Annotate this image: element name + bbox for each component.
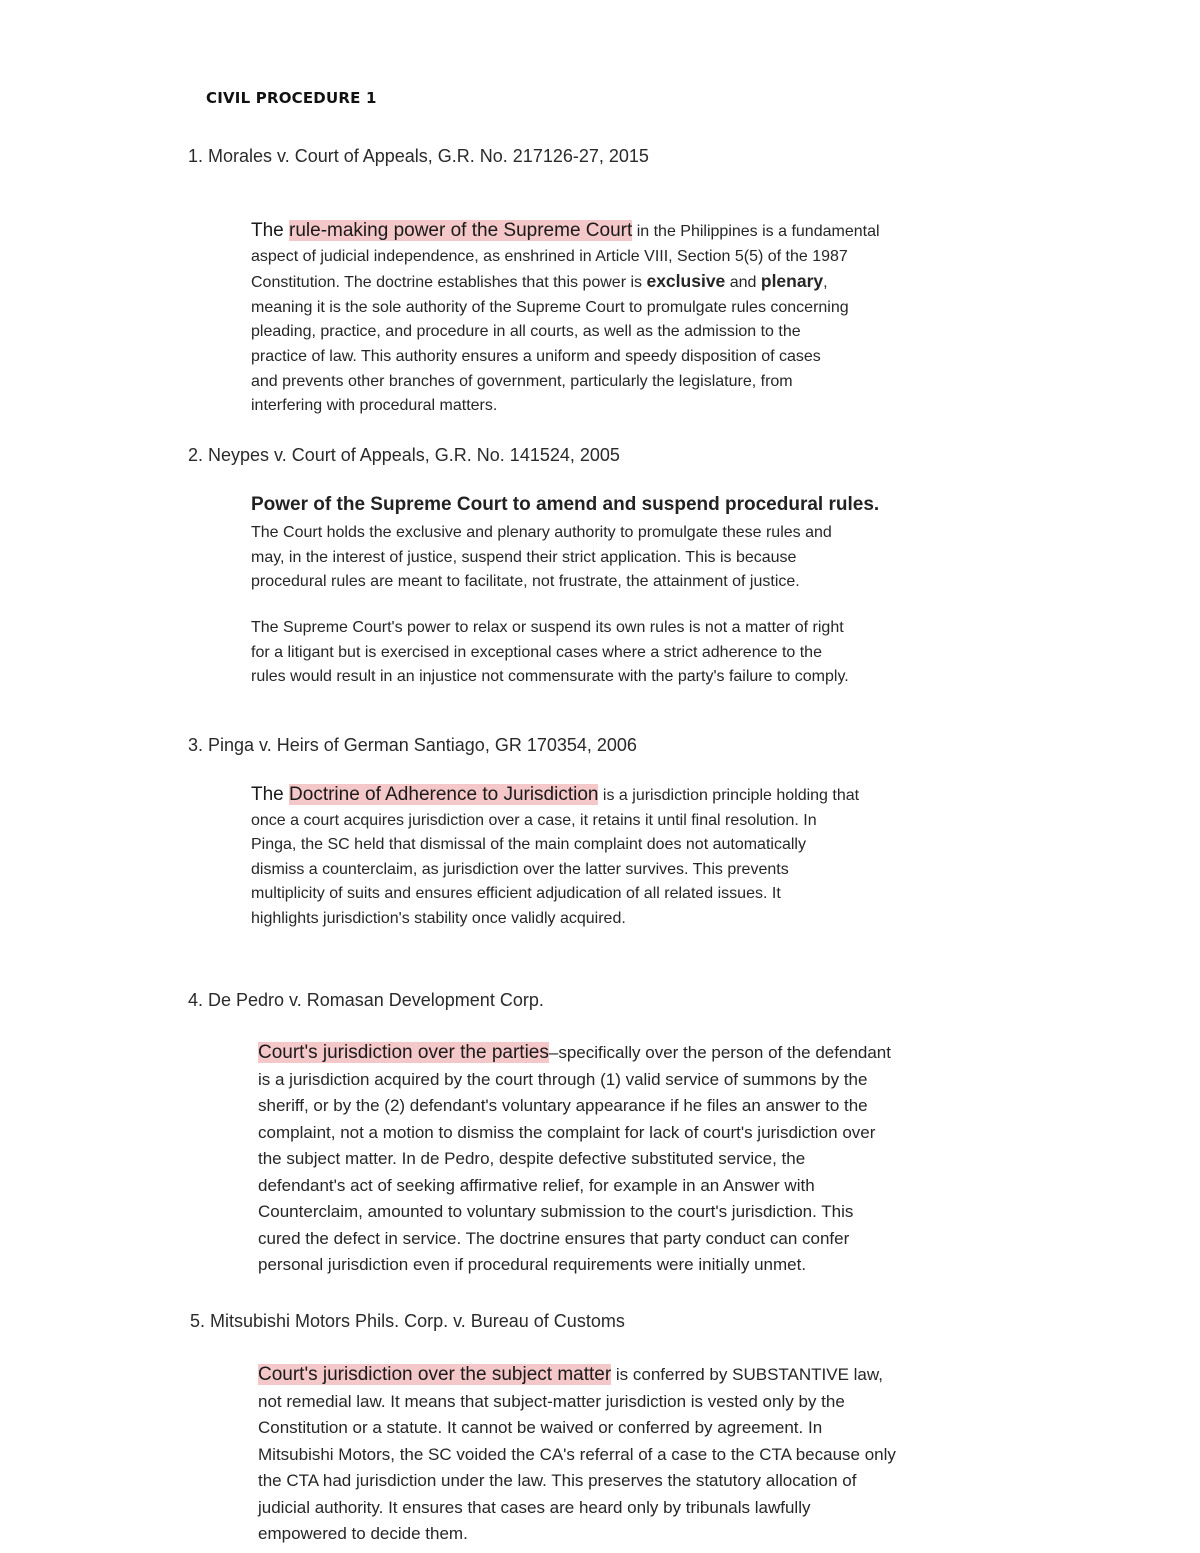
- case-body-pinga: [251, 783, 859, 932]
- body-line: for a litigant but is exercised in exceptional cases where a strict adherence to the: [251, 643, 822, 661]
- case-heading-mitsubishi: 5. Mitsubishi Motors Phils. Corp. v. Bureau of Customs: [190, 1311, 625, 1331]
- body-line: and prevents other branches of government, particularly the legislature, from: [251, 372, 793, 390]
- body-line: sheriff, or by the (2) defendant's voluntary appearance if he files an answer to the: [258, 1096, 868, 1115]
- body-line: Court's jurisdiction over the parties–specifically over the person of the defendant: [258, 1042, 891, 1063]
- case-body-neypes-p1: [251, 521, 832, 595]
- body-line: interfering with procedural matters.: [251, 397, 498, 415]
- body-line: Constitution. The doctrine establishes that this power is exclusive and plenary,: [251, 271, 828, 292]
- body-line: meaning it is the sole authority of the Supreme Court to promulgate rules concerning: [251, 298, 849, 316]
- body-line: may, in the interest of justice, suspend their strict application. This is because: [251, 548, 797, 566]
- body-line: The Court holds the exclusive and plenary authority to promulgate these rules and: [251, 524, 832, 541]
- case-heading-neypes: 2. Neypes v. Court of Appeals, G.R. No. 141524, 2005: [188, 445, 620, 465]
- case-heading-morales: 1. Morales v. Court of Appeals, G.R. No. 217126-27, 2015: [188, 146, 649, 166]
- body-line: is a jurisdiction acquired by the court through (1) valid service of summons by the: [258, 1069, 868, 1089]
- body-line: defendant's act of seeking affirmative relief, for example in an Answer with: [258, 1175, 815, 1195]
- case-lead-neypes: Power of the Supreme Court to amend and suspend procedural rules.: [251, 494, 880, 515]
- body-line: The Supreme Court's power to relax or suspend its own rules is not a matter of right: [251, 619, 844, 636]
- case-body-de-pedro: [258, 1040, 891, 1279]
- body-line: rules would result in an injustice not commensurate with the party's failure to comply.: [251, 668, 849, 686]
- body-line: procedural rules are meant to facilitate, not frustrate, the attainment of justice.: [251, 573, 800, 591]
- case-heading-de-pedro: 4. De Pedro v. Romasan Development Corp.: [188, 990, 544, 1010]
- body-line: The Doctrine of Adherence to Jurisdiction is a jurisdiction principle holding that: [251, 784, 860, 805]
- case-heading-pinga: 3. Pinga v. Heirs of German Santiago, GR 170354, 2006: [188, 735, 637, 755]
- body-line: empowered to decide them.: [258, 1524, 468, 1543]
- body-line: practice of law. This authority ensures a uniform and speedy disposition of cases: [251, 347, 821, 365]
- body-line: Constitution or a statute. It cannot be waived or conferred by agreement. In: [258, 1418, 823, 1437]
- document-title: CIVIL PROCEDURE 1: [206, 89, 377, 107]
- body-line: pleading, practice, and procedure in all courts, as well as the admission to the: [251, 323, 801, 341]
- highlighted-term: Doctrine of Adherence to Jurisdiction: [289, 784, 599, 805]
- highlighted-term: Court's jurisdiction over the subject matter: [258, 1364, 612, 1385]
- body-line: complaint, not a motion to dismiss the complaint for lack of court's jurisdiction over: [258, 1122, 876, 1142]
- case-body-neypes-p2: [251, 616, 849, 690]
- body-line: aspect of judicial independence, as enshrined in Article VIII, Section 5(5) of the 1987: [251, 247, 848, 265]
- body-line: highlights jurisdiction's stability once validly acquired.: [251, 909, 626, 927]
- body-line: Counterclaim, amounted to voluntary submission to the court's jurisdiction. This: [258, 1202, 854, 1221]
- body-line: The rule-making power of the Supreme Court in the Philippines is a fundamental: [251, 220, 880, 241]
- body-line: once a court acquires jurisdiction over a case, it retains it until final resolution. In: [251, 811, 817, 829]
- body-line: not remedial law. It means that subject-matter jurisdiction is vested only by the: [258, 1391, 845, 1411]
- body-line: multiplicity of suits and ensures efficient adjudication of all related issues. It: [251, 885, 781, 903]
- body-line: the CTA had jurisdiction under the law. This preserves the statutory allocation of: [258, 1471, 857, 1490]
- case-body-morales: [251, 219, 880, 419]
- body-line: Pinga, the SC held that dismissal of the main complaint does not automatically: [251, 836, 806, 854]
- case-body-mitsubishi: [258, 1362, 896, 1548]
- body-line: the subject matter. In de Pedro, despite defective substituted service, the: [258, 1149, 806, 1168]
- body-line: Mitsubishi Motors, the SC voided the CA's referral of a case to the CTA because only: [258, 1444, 896, 1464]
- body-line: judicial authority. It ensures that cases are heard only by tribunals lawfully: [258, 1497, 811, 1517]
- body-line: cured the defect in service. The doctrine ensures that party conduct can confer: [258, 1228, 850, 1248]
- body-line: dismiss a counterclaim, as jurisdiction over the latter survives. This prevents: [251, 860, 789, 878]
- highlighted-term: rule-making power of the Supreme Court: [289, 220, 633, 241]
- highlighted-term: Court's jurisdiction over the parties: [258, 1042, 549, 1063]
- body-line: Court's jurisdiction over the subject matter is conferred by SUBSTANTIVE law,: [258, 1364, 883, 1385]
- body-line: personal jurisdiction even if procedural requirements were initially unmet.: [258, 1255, 807, 1274]
